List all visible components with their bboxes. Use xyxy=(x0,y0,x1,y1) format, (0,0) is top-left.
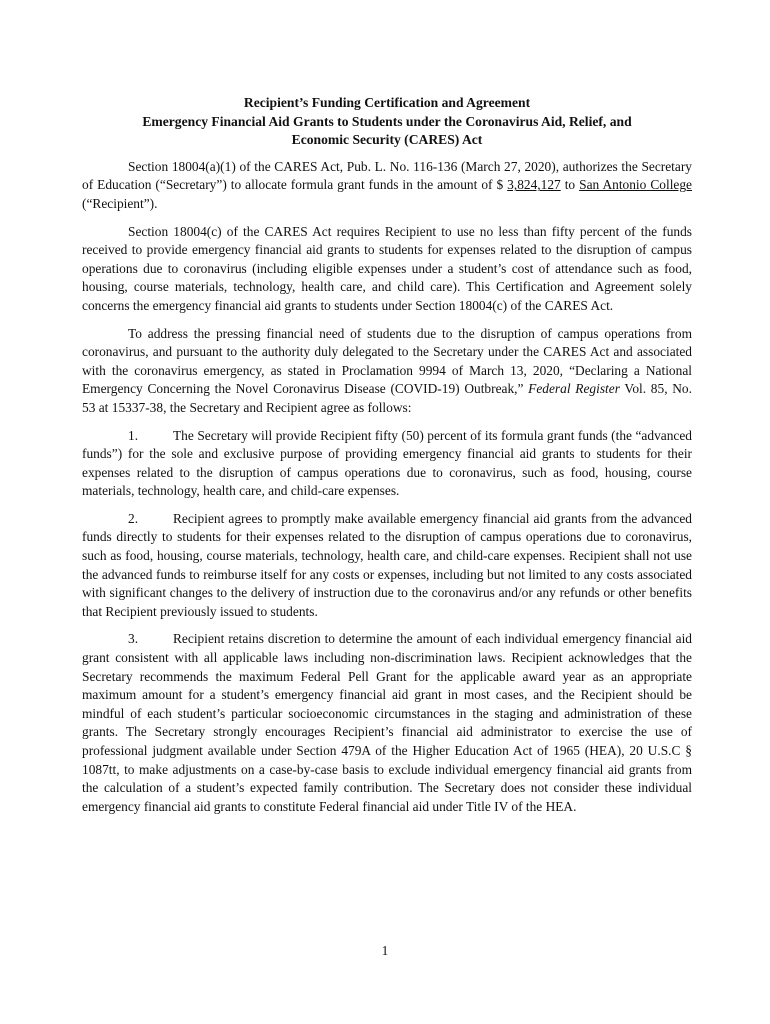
document-title xyxy=(82,94,692,150)
document-body xyxy=(82,94,692,825)
item-number: 2. xyxy=(128,510,139,526)
numbered-item-1 xyxy=(82,427,692,501)
numbered-item-3 xyxy=(82,630,692,816)
title-line-1: Recipient’s Funding Certification and Agreement xyxy=(243,95,531,110)
title-line-2: Emergency Financial Aid Grants to Students under the Coronavirus Aid, Relief, and xyxy=(142,113,632,129)
paragraph-authorization-text-3: (“Recipient”). xyxy=(82,195,158,211)
item-text: The Secretary will provide Recipient fifty (50) percent of its formula grant funds (the “advanced funds”) for the sole and exclusive purpose of providing emergency financial aid grants to students for their expenses related to the disruption of campus operations due to coronavirus, such as food, housing, course materials, technology, health care, and child-care expenses. xyxy=(82,427,692,499)
paragraph-authorization-text-2: to xyxy=(560,177,580,193)
paragraph-requirements: Section 18004(c) of the CARES Act requires Recipient to use no less than fifty percent of the funds received to provide emergency financial aid grants to students for expenses related to the disruption of campus operations due to coronavirus (including eligible expenses under a student’s cost of attendance such as food, housing, course materials, technology, health care, and child care). This Certification and Agreement solely concerns the emergency financial aid grants to students under Section 18004(c) of the CARES Act. xyxy=(82,223,692,313)
title-line-3: Economic Security (CARES) Act xyxy=(291,132,483,148)
paragraph-agreement-intro xyxy=(82,325,692,418)
item-text: Recipient retains discretion to determine the amount of each individual emergency financial aid grant consistent with all applicable laws including non-discrimination laws. Recipient acknowledges that the Secretary recommends the maximum Federal Pell Grant for the applicable award year as an appropriate maximum amount for a student’s emergency financial aid grant in most cases, and the Recipient should be mindful of each student’s particular socioeconomic circumstances in the staging and administration of these grants. The Secretary strongly encourages Recipient’s financial aid administrator to exercise the use of professional judgment available under Section 479A of the Higher Education Act of 1965 (HEA), 20 U.S.C § 1087tt, to make adjustments on a case-by-case basis to exclude individual emergency financial aid grants from the calculation of a student’s expected family contribution. The Secretary does not consider these individual emergency financial aid grants to constitute Federal financial aid under Title IV of the HEA. xyxy=(82,631,692,814)
paragraph-agreement-text-2: Vol. 85, No. 53 at 15337-38, the Secretary and Recipient agree as follows: xyxy=(82,381,692,415)
item-number: 3. xyxy=(128,631,139,647)
paragraph-authorization-text-1: Section 18004(a)(1) of the CARES Act, Pub. L. No. 116-136 (March 27, 2020), authorizes the Secretary of Education (“Secretary”) to allocate formula grant funds in the amount of $ xyxy=(82,158,692,193)
recipient-name: San Antonio College xyxy=(579,177,692,193)
numbered-item-2 xyxy=(82,510,692,622)
grant-amount: 3,824,127 xyxy=(507,177,561,193)
item-text: Recipient agrees to promptly make available emergency financial aid grants from the advanced funds directly to students for their expenses related to the disruption of campus operations due to coronavirus, such as food, housing, course materials, technology, health care, and child-care expenses. Recipient shall not use the advanced funds to reimburse itself for any costs or expenses, including but not limited to any costs associated with significant changes to the delivery of instruction due to the coronavirus and/or any refunds or other benefits that Recipient previously issued to students. xyxy=(82,510,692,619)
paragraph-agreement-text-1: To address the pressing financial need of students due to the disruption of campus operations from coronavirus, and pursuant to the authority duly delegated to the Secretary under the CARES Act and associated with the coronavirus emergency, as stated in Proclamation 9994 of March 13, 2020, “Declaring a National Emergency Concerning the Novel Coronavirus Disease (COVID-19) Outbreak,” xyxy=(82,325,692,397)
page-number: 1 xyxy=(381,943,389,958)
paragraph-authorization xyxy=(82,158,692,214)
federal-register-citation: Federal Register xyxy=(528,381,620,397)
item-number: 1. xyxy=(128,427,139,443)
